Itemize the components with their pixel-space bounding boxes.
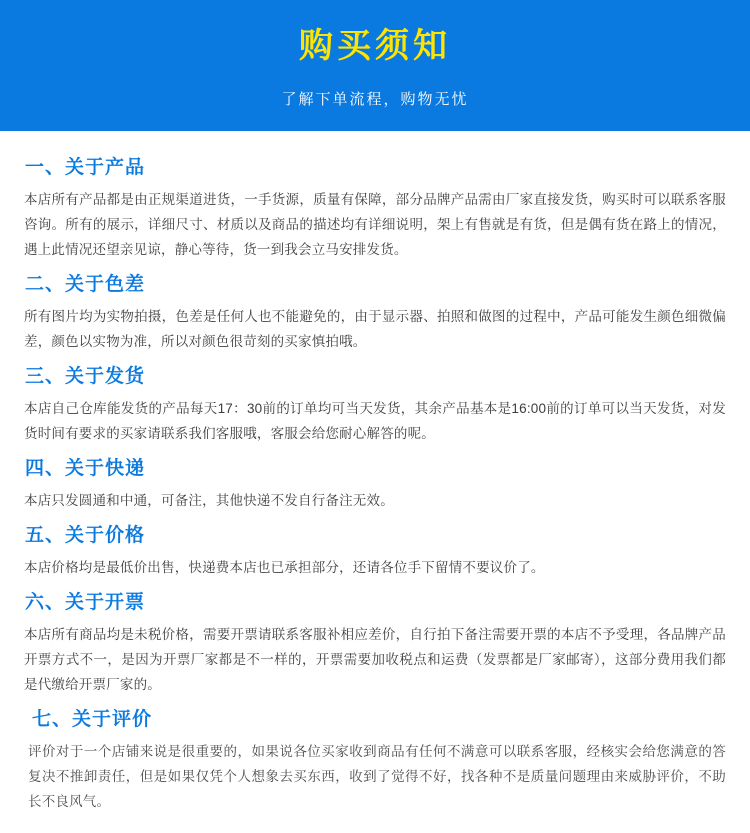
section-title: 四、关于快递	[25, 458, 146, 479]
section-title: 三、关于发货	[25, 366, 146, 387]
page-subtitle: 了解下单流程，购物无忧	[281, 91, 469, 108]
section-body: 本店自己仓库能发货的产品每天17：30前的订单均可当天发货，其余产品基本是16:00前的订单可以当天发货，对发货时间有要求的买家请联系我们客服哦，客服会给您耐心解答的呢。	[24, 401, 726, 441]
section-body: 本店所有产品都是由正规渠道进货，一手货源，质量有保障，部分品牌产品需由厂家直接发货，购买时可以联系客服咨询。所有的展示，详细尺寸、材质以及商品的描述均有详细说明，架上有售就是有货，但是偶有货在路上的情况，遇上此情况还望亲见谅，静心等待，货一到我会立马安排发货。	[24, 192, 726, 257]
section-title: 五、关于价格	[25, 525, 146, 546]
section-courier	[22, 452, 728, 513]
section-body: 本店价格均是最低价出售，快递费本店也已承担部分，还请各位手下留情不要议价了。	[24, 560, 545, 575]
section-review	[22, 703, 728, 814]
section-body: 本店所有商品均是未税价格，需要开票请联系客服补相应差价，自行拍下备注需要开票的本店不予受理，各品牌产品开票方式不一，是因为开票厂家都是不一样的，开票需要加收税点和运费（发票都是厂家邮寄），这部分费用我们都是代缴给开票厂家的。	[24, 627, 726, 692]
section-product	[22, 151, 728, 262]
section-price	[22, 519, 728, 580]
section-body: 评价对于一个店铺来说是很重要的，如果说各位买家收到商品有任何不满意可以联系客服，经核实会给您满意的答复决不推卸责任，但是如果仅凭个人想象去买东西，收到了觉得不好，找各种不是质量问题理由来威胁评价，不助长不良风气。	[28, 744, 726, 809]
section-title: 二、关于色差	[25, 274, 146, 295]
section-title: 六、关于开票	[25, 592, 146, 613]
page-banner	[0, 0, 750, 131]
section-body: 本店只发圆通和中通，可备注，其他快递不发自行备注无效。	[24, 493, 394, 508]
section-body: 所有图片均为实物拍摄，色差是任何人也不能避免的，由于显示器、拍照和做图的过程中，产品可能发生颜色细微偏差，颜色以实物为准，所以对颜色很苛刻的买家慎拍哦。	[24, 309, 726, 349]
section-shipping	[22, 360, 728, 446]
section-title: 七、关于评价	[32, 709, 153, 730]
section-invoice	[22, 586, 728, 697]
section-title: 一、关于产品	[25, 157, 146, 178]
notice-content	[0, 131, 750, 814]
section-color-difference	[22, 268, 728, 354]
page-title: 购买须知	[299, 27, 451, 65]
